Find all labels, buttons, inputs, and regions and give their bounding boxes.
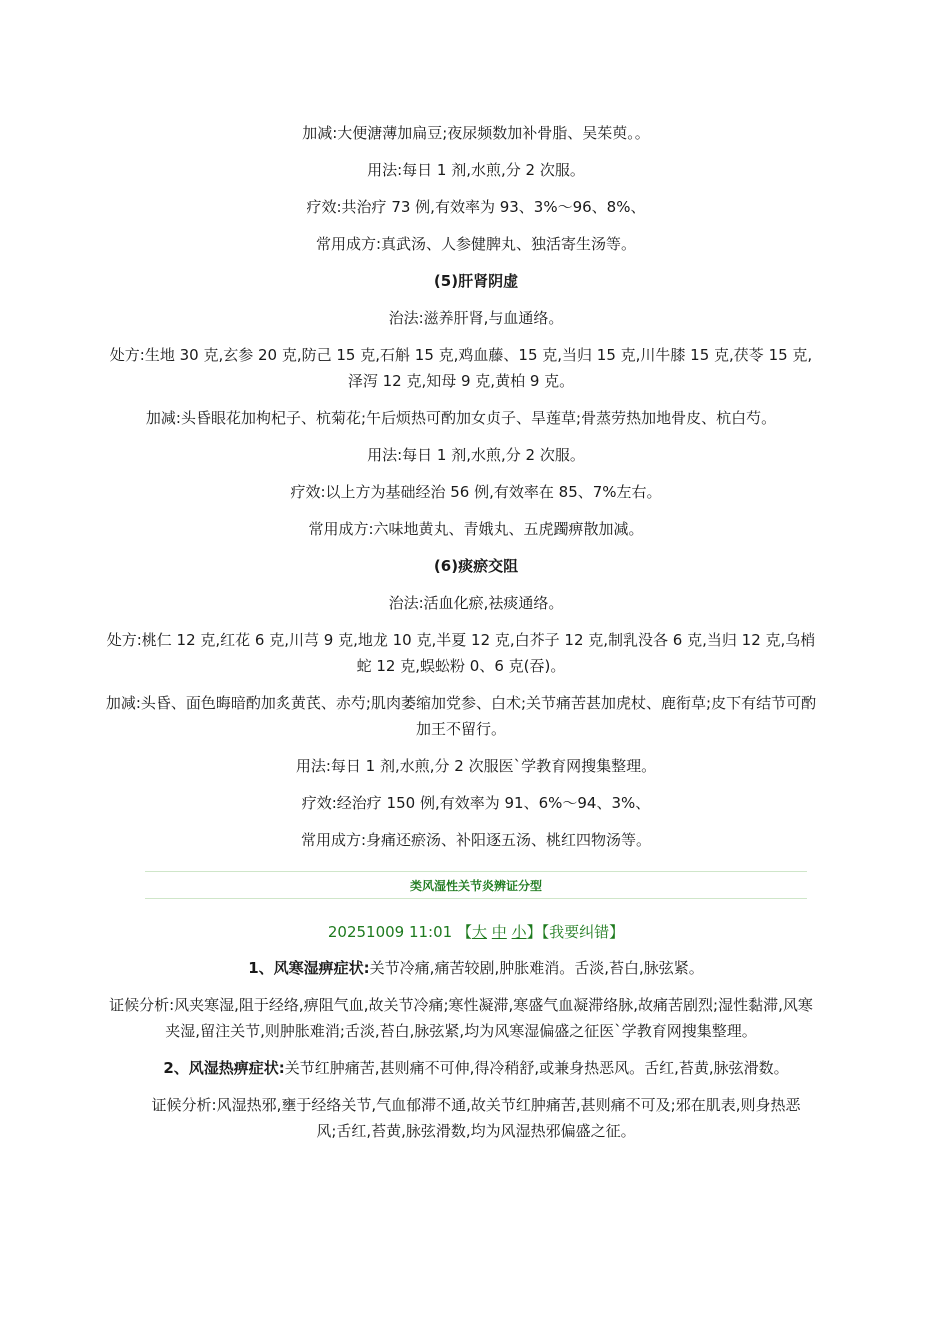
font-size-small-link[interactable]: 小 [511,923,527,941]
font-size-bracket-open: 【 [456,923,472,941]
font-size-large-link[interactable]: 大 [472,923,488,941]
article-datetime: 20251009 11:01 [327,923,453,941]
type2-symptoms [145,1055,807,1081]
section6-chufang: 处方:桃仁 12 克,红花 6 克,川芎 9 克,地龙 10 克,半夏 12 克,白芥子 12 克,制乳没各 6 克,当归 12 克,乌梢蛇 12 克,蜈蚣粉 0、6 克(吞)。 [106,631,816,675]
type1-text: 关节冷痛,痛苦较剧,肿胀难消。舌淡,苔白,脉弦紧。 [369,959,704,977]
section6-chengfang: 常用成方:身痛还瘀汤、补阳逐五汤、桃红四物汤等。 [300,831,652,849]
section5-jiajian2: 加减:头昏眼花加枸杞子、杭菊花;午后烦热可酌加女贞子、旱莲草;骨蒸劳热加地骨皮、杭白芍。 [145,409,777,427]
section5-liaoxiao: 疗效:共治疗 73 例,有效率为 93、3%～96、8%、 [306,198,646,216]
section5-chengfang2: 常用成方:六味地黄丸、青娥丸、五虎躅痹散加减。 [308,520,644,538]
font-size-bracket-close: 】 [526,923,542,941]
type2-analysis: 证候分析:风湿热邪,壅于经络关节,气血郁滞不通,故关节红肿痛苦,甚则痛不可及;邪在肌表,则身热恶风;舌红,苔黄,脉弦滑数,均为风湿热邪偏盛之征。 [151,1096,801,1140]
type1-analysis: 证候分析:风夹寒湿,阻于经络,痹阻气血,故关节冷痛;寒性凝滞,寒盛气血凝滞络脉,故痛苦剧烈;湿性黏滞,风寒夹湿,留注关节,则肿胀难消;舌淡,苔白,脉弦紧,均为风寒湿偏盛之征医`学教育网搜集整理。 [109,996,813,1040]
section6-yongfa: 用法:每日 1 剂,水煎,分 2 次服医`学教育网搜集整理。 [295,757,657,775]
section5-heading: (5)肝肾阴虚 [433,272,519,290]
section6-jiajian: 加减:头昏、面色晦暗酌加炙黄芪、赤芍;肌肉萎缩加党参、白术;关节痛苦甚加虎杖、鹿衔草;皮下有结节可酌加王不留行。 [105,694,817,738]
type1-symptoms [145,955,807,981]
report-error-link[interactable]: 【我要纠错】 [541,923,625,941]
section5-zhifa: 治法:滋养肝肾,与血通络。 [388,309,564,327]
article-title-bar [145,871,807,899]
section5-liaoxiao2: 疗效:以上方为基础经治 56 例,有效率在 85、7%左右。 [290,483,662,501]
type2-heading: 2、风湿热痹症状: [163,1059,285,1077]
section5-chengfang: 常用成方:真武汤、人参健脾丸、独活寄生汤等。 [315,235,637,253]
section5-yongfa: 用法:每日 1 剂,水煎,分 2 次服。 [367,161,585,179]
font-size-medium-link[interactable]: 中 [491,923,507,941]
section5-yongfa2: 用法:每日 1 剂,水煎,分 2 次服。 [367,446,585,464]
article-title: 类风湿性关节炎辨证分型 [409,879,542,893]
section6-zhifa: 治法:活血化瘀,祛痰通络。 [388,594,564,612]
type2-text: 关节红肿痛苦,甚则痛不可伸,得冷稍舒,或兼身热恶风。舌红,苔黄,脉弦滑数。 [284,1059,789,1077]
content-column [105,120,817,1155]
section5-jiajian: 加减:大便溏薄加扁豆;夜尿频数加补骨脂、吴茱萸。。 [302,124,650,142]
article-meta [145,919,807,945]
section6-liaoxiao: 疗效:经治疗 150 例,有效率为 91、6%～94、3%、 [301,794,651,812]
section6-heading: (6)痰瘀交阻 [433,557,519,575]
section5-chufang: 处方:生地 30 克,玄参 20 克,防己 15 克,石斛 15 克,鸡血藤、15 克,当归 15 克,川牛膝 15 克,茯苓 15 克,泽泻 12 克,知母 9 克,黄柏 9 克。 [109,346,813,390]
type1-heading: 1、风寒湿痹症状: [248,959,370,977]
